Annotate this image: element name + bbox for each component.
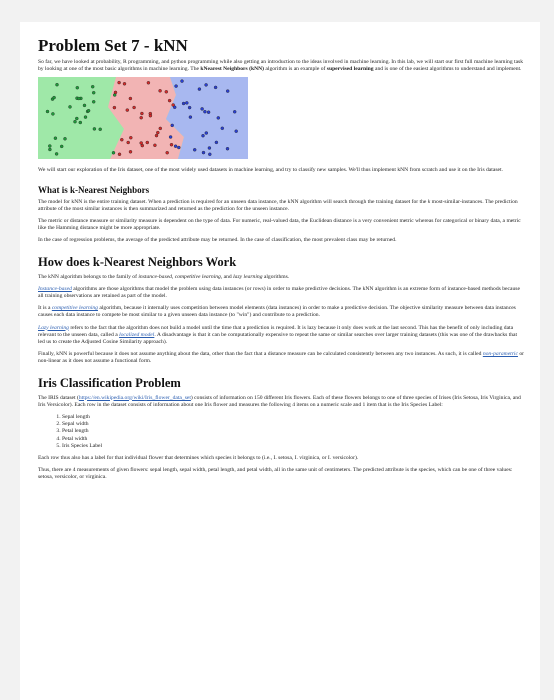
virginica-point <box>171 124 174 127</box>
setosa-point <box>93 128 96 131</box>
setosa-point <box>75 117 78 120</box>
iris-measurement-list <box>38 414 524 450</box>
virginica-point <box>185 102 188 105</box>
how-paragraph-1: The kNN algorithm belongs to the family of instance-based, competitive learning, and lazy learning algorithms. <box>38 273 290 280</box>
versicolor-point <box>133 106 136 109</box>
setosa-point <box>51 113 54 116</box>
setosa-point <box>87 110 90 113</box>
virginica-point <box>226 148 229 151</box>
setosa-point <box>55 153 58 156</box>
versicolor-point <box>113 107 116 110</box>
virginica-point <box>173 106 176 109</box>
versicolor-point <box>166 152 169 155</box>
heading-how-knn-works: How does k-Nearest Neighbors Work <box>38 254 237 269</box>
versicolor-point <box>159 127 162 130</box>
lazy-learning-link[interactable]: Lazy learning <box>38 324 69 331</box>
versicolor-point <box>149 115 152 118</box>
virginica-point <box>217 117 220 120</box>
how-paragraph-5: Finally, kNN is powerful because it does not assume anything about the data, other than the fact that a distance measure can be calculated consistently between any two instances. As such, it is called non-parametric or non-linear as it does not assume a functional form. <box>38 351 525 365</box>
versicolor-point <box>159 90 162 93</box>
virginica-point <box>175 85 178 88</box>
heading-what-is-knn: What is k-Nearest Neighbors <box>38 184 150 195</box>
virginica-point <box>215 141 218 144</box>
what-paragraph-3: In the case of regression problems, the average of the predicted attribute may be returned. In the case of classification, the most prevalent class may be returned. <box>38 237 397 244</box>
versicolor-point <box>123 83 126 86</box>
versicolor-point <box>168 100 171 103</box>
decision-boundary-svg <box>38 77 248 159</box>
non-parametric-link[interactable]: non-parametric <box>482 351 518 358</box>
virginica-point <box>188 107 191 110</box>
iris-paragraph-1: The IRIS dataset (https://en.wikipedia.org/wiki/Iris_flower_data_set) consists of information on 150 different Iris flowers. Each of these flowers belongs to one of three species of Irises (Iris Setosa, Iris Virginica, and Iris Versicolor). Each row in the dataset consists of information about one Iris flower and measures the following 4 items on a numeric scale and 1 item that is the Iris Species Label: <box>38 394 521 408</box>
setosa-point <box>77 97 80 100</box>
list-item: 5. Iris Species Label <box>62 443 524 450</box>
setosa-point <box>91 86 94 89</box>
document-page <box>20 22 540 700</box>
setosa-point <box>60 145 63 148</box>
virginica-point <box>221 127 224 130</box>
virginica-point <box>207 111 210 114</box>
setosa-point <box>76 87 79 90</box>
virginica-point <box>182 102 185 105</box>
versicolor-point <box>141 145 144 148</box>
virginica-point <box>233 111 236 114</box>
setosa-point <box>54 137 57 140</box>
versicolor-point <box>170 144 173 147</box>
setosa-point <box>99 128 102 131</box>
list-item: 1. Sepal length <box>62 414 524 421</box>
virginica-point <box>181 80 184 83</box>
list-item: 2. Sepal width <box>62 421 524 428</box>
virginica-point <box>203 111 206 114</box>
setosa-point <box>74 121 77 124</box>
setosa-point <box>56 84 59 87</box>
versicolor-point <box>140 112 143 115</box>
iris-paragraph-3: Thus, there are 4 measurements of given flowers: sepal length, sepal width, petal length, and petal width, all in the same unit of centimeters. The predicted attribute is the species, which can be one of three values: setosa, versicolor, or virginica. <box>38 467 513 481</box>
decision-boundary-plot <box>38 77 248 159</box>
how-paragraph-2: Instance-based algorithms are those algorithms that model the problem using data instances (or rows) in order to make predictive decisions. The kNN algorithm is an extreme form of instance-based methods because all training observations are retained as part of the model. <box>38 285 520 300</box>
versicolor-point <box>140 117 143 120</box>
knn-decision-boundary-figure <box>38 77 524 159</box>
versicolor-point <box>147 82 150 85</box>
setosa-point <box>64 138 67 141</box>
versicolor-point <box>155 135 158 138</box>
setosa-point <box>79 121 82 124</box>
virginica-point <box>208 153 211 156</box>
setosa-point <box>92 92 95 95</box>
heading-iris-problem: Iris Classification Problem <box>38 375 181 390</box>
localized-model-link[interactable]: localized model <box>119 331 155 338</box>
setosa-point <box>83 104 86 107</box>
list-item: 3. Petal length <box>62 428 524 435</box>
what-paragraph-1: The model for kNN is the entire training dataset. When a prediction is required for an unseen data instance, the kNN algorithm will search through the training dataset for the k most-similar-instances. The prediction attribute of the most similar instances is then summarized and returned as the prediction for the unseen instance. <box>38 198 518 212</box>
versicolor-point <box>120 139 123 142</box>
virginica-point <box>201 108 204 111</box>
instance-based-link[interactable]: Instance-based <box>38 285 72 292</box>
virginica-point <box>169 136 172 139</box>
virginica-point <box>235 130 238 133</box>
virginica-point <box>193 149 196 152</box>
versicolor-point <box>153 144 156 147</box>
iris-paragraph-2: Each row thus also has a label for that individual flower that determines which species it belongs to (i.e., I. setosa, I. virginica, or I. versicolor). <box>38 455 359 462</box>
setosa-point <box>48 148 51 151</box>
setosa-point <box>92 101 95 104</box>
virginica-point <box>202 135 205 138</box>
versicolor-point <box>126 109 129 112</box>
virginica-point <box>202 152 205 155</box>
iris-dataset-link[interactable]: https://en.wikipedia.org/wiki/Iris_flower_data_set <box>78 394 191 401</box>
versicolor-point <box>129 97 132 100</box>
setosa-point <box>69 106 72 109</box>
setosa-point <box>84 116 87 119</box>
page-title: Problem Set 7 - kNN <box>38 36 188 55</box>
virginica-point <box>226 90 229 93</box>
how-paragraph-4: Lazy learning refers to the fact that the algorithm does not build a model until the time that a prediction is required. It is lazy because it only does work at the last second. This has the benefit of only including data relevant to the unseen data, called a localized model. A disadvantage is that it can be computationally expensive to repeat the same or similar searches over larger training datasets (this was one of the drawbacks that led us to create the Adjusted Cosine Similarity approach). <box>38 324 518 346</box>
virginica-point <box>198 88 201 91</box>
intro-paragraph: So far, we have looked at probability, R programming, and python programming while also getting an introduction to the ideas involved in machine learning. In this lab, we will start our first full machine learning task by looking at one of the most basic algorithms in machine learning. The kNearest Neighbors (kNN) algorithm is an example of supervised learning and is one of the easiest algorithms to understand and implement. <box>38 59 524 73</box>
setosa-point <box>46 110 49 113</box>
competitive-learning-link[interactable]: competitive learning <box>51 305 98 312</box>
versicolor-point <box>165 91 168 94</box>
virginica-point <box>189 116 192 119</box>
list-item: 4. Petal width <box>62 436 524 443</box>
setosa-point <box>48 145 51 148</box>
virginica-point <box>177 146 180 149</box>
virginica-point <box>205 132 208 135</box>
versicolor-point <box>114 91 117 94</box>
what-paragraph-2: The metric or distance measure or similarity measure is dependent on the type of data. For numeric, real-valued data, the Euclidean distance is a very convenient metric whereas for categorical or binary data, a metric like the Hamming distance might be more appropriate. <box>38 218 521 232</box>
virginica-point <box>174 145 177 148</box>
virginica-point <box>208 147 211 150</box>
how-paragraph-3: It is a competitive learning algorithm, because it internally uses competition between model elements (data instances) in order to make a predictive decision. The objective similarity measure between data instances causes each data instance to compete be most similar to a given unseen data instance (to "win") and contribute to a prediction. <box>38 305 516 319</box>
virginica-point <box>205 84 208 87</box>
versicolor-point <box>129 151 132 154</box>
versicolor-point <box>118 153 121 156</box>
versicolor-point <box>118 82 121 85</box>
versicolor-point <box>127 141 130 144</box>
versicolor-point <box>129 137 132 140</box>
virginica-point <box>214 86 217 89</box>
versicolor-point <box>146 141 149 144</box>
versicolor-point <box>156 132 159 135</box>
setosa-point <box>112 152 115 155</box>
setosa-point <box>53 97 56 100</box>
intro-paragraph-2: We will start our exploration of the Iris dataset, one of the most widely used datasets in machine learning, and try to classify new samples. We'll thus implement kNN from scratch and use it on the Iris dataset. <box>38 167 503 174</box>
